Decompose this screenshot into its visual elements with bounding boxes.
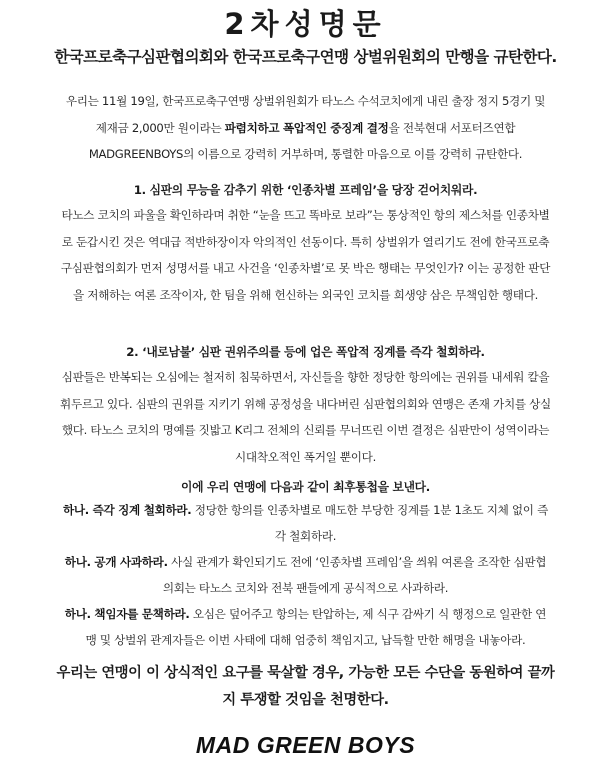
intro-text-after: 을 전북현대 서포터즈연합 MADGREENBOYS의 이름으로 강력히 거부하며, 통렬한 마음으로 이를 강력히 규탄한다. [88, 120, 523, 161]
intro-text-before: 우리는 11월 19일, 한국프로축구연맹 상벌위원회가 타노스 수석코치에게 내린 출장 정지 5경기 및 제재금 2,000만 원이라는 [65, 94, 546, 135]
demand-item [62, 497, 549, 549]
section1-heading: 1. 심판의 무능을 감추기 위한 ‘인종차별 프레임’을 당장 걷어치워라. [133, 183, 478, 197]
section2-heading: 2. ‘내로남불’ 심판 권위주의를 등에 업은 폭압적 징계를 즉각 철회하라. [126, 345, 485, 359]
ultimatum-heading: 이에 우리 연맹에 다음과 같이 최후통첩을 보낸다. [181, 480, 430, 494]
document-title: 2차성명문 [224, 7, 387, 41]
demand-item [62, 549, 549, 601]
demand-lead: 하나. 공개 사과하라. [64, 555, 168, 569]
demand-text: 사실 관계가 확인되기도 전에 ‘인종차별 프레임’을 씌워 여론을 조작한 심판협의회는 타노스 코치와 전북 팬들에게 공식적으로 사과하라. [162, 555, 547, 595]
intro-paragraph [60, 88, 551, 168]
section1-body: 타노스 코치의 파울을 확인하라며 취한 “눈을 뜨고 똑바로 보라”는 통상적인 항의 제스처를 인종차별로 둔갑시킨 것은 역대급 적반하장이자 악의적인 선동이다. 특히 상벌위가 열리기도 전에 한국프로축구심판협의회가 먼저 성명서를 내고 사건을 ‘인종차별’로 못 박은 행태는 무엇인가? 이는 공정한 판단을 저해하는 여론 조작이자, 한 팀을 위해 헌신하는 외국인 코치를 희생양 삼은 무책임한 행태다. [60, 208, 551, 302]
conclusion-statement: 우리는 연맹이 이 상식적인 요구를 묵살할 경우, 가능한 모든 수단을 동원하여 끝까지 투쟁할 것임을 천명한다. [56, 665, 555, 708]
demand-text: 오심은 덮어주고 항의는 탄압하는, 제 식구 감싸기 식 행정으로 일관한 연맹 및 상벌위 관계자들은 이번 사태에 대해 엄중히 책임지고, 납득할 만한 해명을 내놓아라. [85, 607, 547, 647]
document-subtitle: 한국프로축구심판협의회와 한국프로축구연맹 상벌위원회의 만행을 규탄한다. [54, 48, 557, 66]
demand-item [62, 601, 549, 653]
madgreenboys-logo: MAD GREEN BOYS [195, 732, 416, 758]
demand-text: 정당한 항의를 인종차별로 매도한 부당한 징계를 1분 1초도 지체 없이 즉각 철회하라. [191, 503, 548, 543]
demand-lead: 하나. 즉각 징계 철회하라. [62, 503, 192, 517]
intro-emphasis: 파렴치하고 폭압적인 중징계 결정 [224, 120, 389, 135]
section2-body: 심판들은 반복되는 오심에는 철저히 침묵하면서, 자신들을 향한 정당한 항의에는 권위를 내세워 칼을 휘두르고 있다. 심판의 권위를 지키기 위해 공정성을 내다버린 심판협의회와 연맹은 존재 가치를 상실했다. 타노스 코치의 명예를 짓밟고 K리그 전체의 신뢰를 무너뜨린 이번 결정은 심판만이 성역이라는 시대착오적인 폭거일 뿐이다. [60, 370, 551, 464]
demand-lead: 하나. 책임자를 문책하라. [64, 607, 190, 621]
